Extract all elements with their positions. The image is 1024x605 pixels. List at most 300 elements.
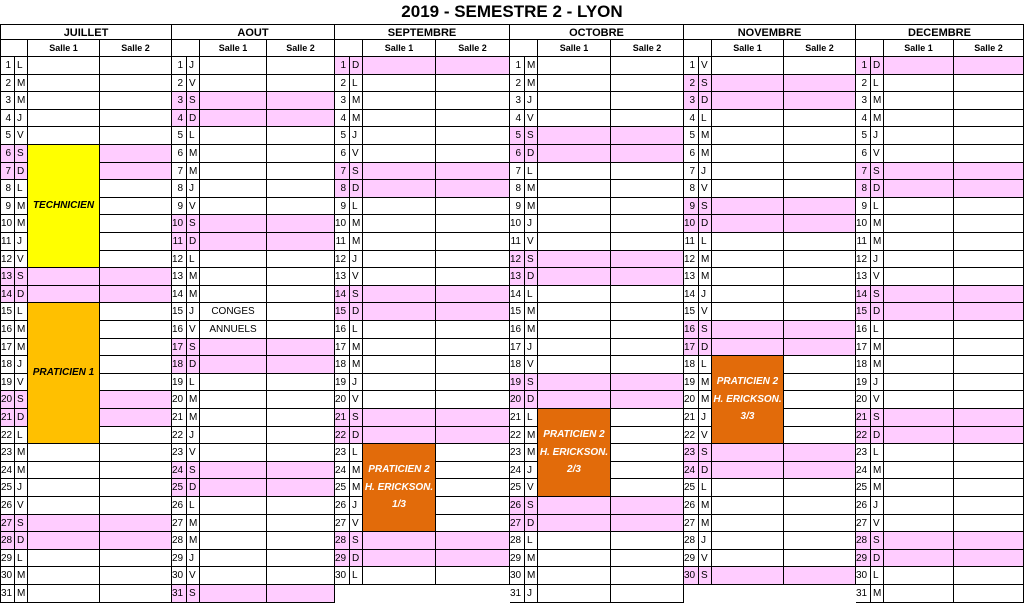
slot-salle-2[interactable] bbox=[611, 233, 684, 251]
slot-salle-2[interactable] bbox=[100, 268, 172, 286]
slot-salle-2[interactable] bbox=[954, 479, 1024, 497]
slot-salle-1[interactable] bbox=[884, 198, 954, 216]
slot-salle-1[interactable] bbox=[884, 57, 954, 75]
slot-salle-1[interactable] bbox=[200, 198, 267, 216]
slot-salle-2[interactable] bbox=[611, 268, 684, 286]
slot-salle-2[interactable] bbox=[611, 251, 684, 269]
slot-salle-1[interactable] bbox=[200, 585, 267, 603]
slot-salle-1[interactable] bbox=[363, 391, 436, 409]
slot-salle-1[interactable] bbox=[538, 268, 611, 286]
slot-salle-2[interactable] bbox=[100, 180, 172, 198]
slot-salle-1[interactable] bbox=[28, 585, 100, 603]
slot-salle-2[interactable] bbox=[784, 339, 856, 357]
slot-salle-2[interactable] bbox=[436, 303, 510, 321]
slot-salle-2[interactable] bbox=[784, 479, 856, 497]
slot-salle-2[interactable] bbox=[784, 57, 856, 75]
slot-salle-2[interactable] bbox=[784, 268, 856, 286]
slot-salle-2[interactable] bbox=[784, 427, 856, 445]
slot-salle-2[interactable] bbox=[784, 110, 856, 128]
slot-salle-1[interactable] bbox=[884, 180, 954, 198]
slot-salle-2[interactable] bbox=[100, 374, 172, 392]
slot-salle-1[interactable] bbox=[884, 145, 954, 163]
slot-salle-1[interactable] bbox=[363, 427, 436, 445]
slot-salle-1[interactable] bbox=[712, 339, 784, 357]
slot-salle-1[interactable] bbox=[884, 427, 954, 445]
slot-salle-2[interactable] bbox=[100, 409, 172, 427]
slot-salle-1[interactable] bbox=[200, 180, 267, 198]
slot-salle-2[interactable] bbox=[267, 286, 335, 304]
slot-salle-1[interactable] bbox=[712, 479, 784, 497]
slot-salle-2[interactable] bbox=[954, 251, 1024, 269]
slot-salle-2[interactable] bbox=[611, 479, 684, 497]
slot-salle-2[interactable] bbox=[784, 198, 856, 216]
slot-salle-2[interactable] bbox=[267, 550, 335, 568]
slot-salle-2[interactable] bbox=[611, 374, 684, 392]
slot-salle-2[interactable] bbox=[611, 321, 684, 339]
slot-salle-2[interactable] bbox=[100, 339, 172, 357]
slot-salle-2[interactable] bbox=[784, 251, 856, 269]
slot-salle-2[interactable] bbox=[436, 550, 510, 568]
slot-salle-2[interactable] bbox=[954, 427, 1024, 445]
slot-salle-1[interactable] bbox=[712, 75, 784, 93]
slot-salle-1[interactable] bbox=[538, 57, 611, 75]
slot-salle-2[interactable] bbox=[100, 391, 172, 409]
slot-salle-2[interactable] bbox=[267, 427, 335, 445]
slot-salle-1[interactable] bbox=[884, 268, 954, 286]
slot-salle-1[interactable] bbox=[200, 163, 267, 181]
slot-salle-1[interactable] bbox=[200, 110, 267, 128]
event-block[interactable] bbox=[200, 303, 267, 338]
slot-salle-2[interactable] bbox=[954, 57, 1024, 75]
slot-salle-2[interactable] bbox=[954, 233, 1024, 251]
slot-salle-1[interactable] bbox=[538, 356, 611, 374]
slot-salle-2[interactable] bbox=[784, 321, 856, 339]
slot-salle-2[interactable] bbox=[611, 57, 684, 75]
slot-salle-1[interactable] bbox=[538, 585, 611, 603]
slot-salle-1[interactable] bbox=[538, 515, 611, 533]
slot-salle-1[interactable] bbox=[363, 532, 436, 550]
slot-salle-2[interactable] bbox=[784, 286, 856, 304]
slot-salle-2[interactable] bbox=[436, 567, 510, 585]
slot-salle-2[interactable] bbox=[100, 585, 172, 603]
slot-salle-1[interactable] bbox=[712, 163, 784, 181]
slot-salle-1[interactable] bbox=[884, 303, 954, 321]
slot-salle-1[interactable] bbox=[712, 497, 784, 515]
slot-salle-2[interactable] bbox=[436, 462, 510, 480]
slot-salle-2[interactable] bbox=[100, 127, 172, 145]
slot-salle-2[interactable] bbox=[436, 515, 510, 533]
slot-salle-2[interactable] bbox=[954, 532, 1024, 550]
slot-salle-2[interactable] bbox=[611, 92, 684, 110]
slot-salle-2[interactable] bbox=[611, 163, 684, 181]
slot-salle-1[interactable] bbox=[28, 497, 100, 515]
slot-salle-1[interactable] bbox=[28, 550, 100, 568]
slot-salle-1[interactable] bbox=[884, 409, 954, 427]
slot-salle-2[interactable] bbox=[267, 268, 335, 286]
slot-salle-2[interactable] bbox=[100, 57, 172, 75]
slot-salle-1[interactable] bbox=[884, 75, 954, 93]
slot-salle-1[interactable] bbox=[538, 198, 611, 216]
slot-salle-1[interactable] bbox=[363, 374, 436, 392]
slot-salle-2[interactable] bbox=[436, 127, 510, 145]
slot-salle-1[interactable] bbox=[28, 462, 100, 480]
slot-salle-1[interactable] bbox=[200, 57, 267, 75]
slot-salle-2[interactable] bbox=[954, 585, 1024, 603]
slot-salle-1[interactable] bbox=[538, 233, 611, 251]
slot-salle-1[interactable] bbox=[884, 585, 954, 603]
slot-salle-1[interactable] bbox=[538, 110, 611, 128]
slot-salle-2[interactable] bbox=[954, 145, 1024, 163]
slot-salle-2[interactable] bbox=[954, 92, 1024, 110]
slot-salle-1[interactable] bbox=[200, 233, 267, 251]
slot-salle-1[interactable] bbox=[363, 75, 436, 93]
slot-salle-1[interactable] bbox=[363, 215, 436, 233]
slot-salle-2[interactable] bbox=[784, 462, 856, 480]
slot-salle-1[interactable] bbox=[200, 92, 267, 110]
slot-salle-1[interactable] bbox=[200, 356, 267, 374]
slot-salle-2[interactable] bbox=[267, 321, 335, 339]
slot-salle-1[interactable] bbox=[712, 444, 784, 462]
slot-salle-2[interactable] bbox=[267, 145, 335, 163]
slot-salle-1[interactable] bbox=[538, 75, 611, 93]
slot-salle-2[interactable] bbox=[267, 515, 335, 533]
slot-salle-1[interactable] bbox=[200, 532, 267, 550]
slot-salle-2[interactable] bbox=[954, 444, 1024, 462]
slot-salle-2[interactable] bbox=[100, 550, 172, 568]
slot-salle-2[interactable] bbox=[100, 567, 172, 585]
slot-salle-2[interactable] bbox=[611, 198, 684, 216]
slot-salle-2[interactable] bbox=[100, 532, 172, 550]
slot-salle-2[interactable] bbox=[954, 567, 1024, 585]
slot-salle-2[interactable] bbox=[100, 479, 172, 497]
slot-salle-2[interactable] bbox=[100, 462, 172, 480]
slot-salle-1[interactable] bbox=[28, 268, 100, 286]
slot-salle-2[interactable] bbox=[100, 145, 172, 163]
slot-salle-1[interactable] bbox=[884, 110, 954, 128]
slot-salle-1[interactable] bbox=[712, 532, 784, 550]
slot-salle-1[interactable] bbox=[538, 286, 611, 304]
slot-salle-1[interactable] bbox=[884, 567, 954, 585]
slot-salle-1[interactable] bbox=[712, 198, 784, 216]
slot-salle-1[interactable] bbox=[712, 303, 784, 321]
slot-salle-2[interactable] bbox=[611, 567, 684, 585]
slot-salle-2[interactable] bbox=[267, 356, 335, 374]
slot-salle-2[interactable] bbox=[611, 585, 684, 603]
slot-salle-1[interactable] bbox=[538, 251, 611, 269]
slot-salle-2[interactable] bbox=[611, 409, 684, 427]
slot-salle-1[interactable] bbox=[200, 75, 267, 93]
slot-salle-2[interactable] bbox=[611, 75, 684, 93]
slot-salle-1[interactable] bbox=[884, 462, 954, 480]
slot-salle-2[interactable] bbox=[436, 356, 510, 374]
slot-salle-2[interactable] bbox=[436, 427, 510, 445]
slot-salle-2[interactable] bbox=[611, 427, 684, 445]
slot-salle-2[interactable] bbox=[784, 163, 856, 181]
slot-salle-1[interactable] bbox=[28, 515, 100, 533]
slot-salle-1[interactable] bbox=[884, 391, 954, 409]
slot-salle-1[interactable] bbox=[884, 515, 954, 533]
slot-salle-2[interactable] bbox=[100, 444, 172, 462]
slot-salle-2[interactable] bbox=[436, 374, 510, 392]
slot-salle-1[interactable] bbox=[538, 391, 611, 409]
slot-salle-2[interactable] bbox=[436, 286, 510, 304]
slot-salle-1[interactable] bbox=[28, 444, 100, 462]
slot-salle-1[interactable] bbox=[538, 567, 611, 585]
slot-salle-1[interactable] bbox=[200, 427, 267, 445]
slot-salle-2[interactable] bbox=[436, 145, 510, 163]
slot-salle-2[interactable] bbox=[611, 356, 684, 374]
slot-salle-1[interactable] bbox=[200, 251, 267, 269]
event-block[interactable] bbox=[538, 409, 611, 497]
slot-salle-1[interactable] bbox=[200, 374, 267, 392]
slot-salle-1[interactable] bbox=[200, 462, 267, 480]
slot-salle-2[interactable] bbox=[267, 110, 335, 128]
slot-salle-1[interactable] bbox=[363, 286, 436, 304]
slot-salle-2[interactable] bbox=[267, 585, 335, 603]
slot-salle-2[interactable] bbox=[267, 215, 335, 233]
slot-salle-2[interactable] bbox=[954, 356, 1024, 374]
slot-salle-2[interactable] bbox=[267, 180, 335, 198]
slot-salle-1[interactable] bbox=[28, 110, 100, 128]
slot-salle-2[interactable] bbox=[436, 251, 510, 269]
slot-salle-1[interactable] bbox=[200, 145, 267, 163]
slot-salle-1[interactable] bbox=[200, 127, 267, 145]
slot-salle-2[interactable] bbox=[100, 356, 172, 374]
slot-salle-1[interactable] bbox=[200, 497, 267, 515]
slot-salle-2[interactable] bbox=[611, 303, 684, 321]
slot-salle-2[interactable] bbox=[267, 233, 335, 251]
slot-salle-2[interactable] bbox=[100, 427, 172, 445]
slot-salle-2[interactable] bbox=[611, 339, 684, 357]
slot-salle-2[interactable] bbox=[611, 550, 684, 568]
slot-salle-2[interactable] bbox=[784, 532, 856, 550]
slot-salle-2[interactable] bbox=[611, 127, 684, 145]
slot-salle-2[interactable] bbox=[784, 356, 856, 374]
slot-salle-1[interactable] bbox=[363, 356, 436, 374]
slot-salle-2[interactable] bbox=[100, 92, 172, 110]
slot-salle-2[interactable] bbox=[436, 497, 510, 515]
slot-salle-1[interactable] bbox=[28, 127, 100, 145]
slot-salle-2[interactable] bbox=[267, 479, 335, 497]
slot-salle-2[interactable] bbox=[436, 215, 510, 233]
slot-salle-1[interactable] bbox=[28, 57, 100, 75]
slot-salle-2[interactable] bbox=[784, 92, 856, 110]
slot-salle-2[interactable] bbox=[100, 75, 172, 93]
slot-salle-2[interactable] bbox=[436, 339, 510, 357]
slot-salle-2[interactable] bbox=[611, 215, 684, 233]
slot-salle-2[interactable] bbox=[100, 515, 172, 533]
slot-salle-2[interactable] bbox=[100, 251, 172, 269]
slot-salle-2[interactable] bbox=[436, 268, 510, 286]
slot-salle-2[interactable] bbox=[784, 515, 856, 533]
slot-salle-1[interactable] bbox=[712, 251, 784, 269]
slot-salle-1[interactable] bbox=[200, 479, 267, 497]
slot-salle-2[interactable] bbox=[611, 145, 684, 163]
slot-salle-2[interactable] bbox=[436, 233, 510, 251]
slot-salle-1[interactable] bbox=[884, 356, 954, 374]
slot-salle-1[interactable] bbox=[884, 163, 954, 181]
slot-salle-2[interactable] bbox=[267, 567, 335, 585]
slot-salle-1[interactable] bbox=[712, 515, 784, 533]
slot-salle-2[interactable] bbox=[100, 110, 172, 128]
slot-salle-2[interactable] bbox=[784, 409, 856, 427]
slot-salle-2[interactable] bbox=[954, 321, 1024, 339]
slot-salle-2[interactable] bbox=[784, 391, 856, 409]
slot-salle-1[interactable] bbox=[28, 75, 100, 93]
slot-salle-1[interactable] bbox=[363, 57, 436, 75]
slot-salle-1[interactable] bbox=[28, 479, 100, 497]
slot-salle-2[interactable] bbox=[954, 286, 1024, 304]
slot-salle-2[interactable] bbox=[436, 110, 510, 128]
slot-salle-2[interactable] bbox=[267, 409, 335, 427]
slot-salle-2[interactable] bbox=[784, 444, 856, 462]
slot-salle-1[interactable] bbox=[200, 215, 267, 233]
slot-salle-1[interactable] bbox=[363, 92, 436, 110]
slot-salle-1[interactable] bbox=[884, 251, 954, 269]
slot-salle-1[interactable] bbox=[363, 233, 436, 251]
slot-salle-1[interactable] bbox=[28, 567, 100, 585]
slot-salle-2[interactable] bbox=[784, 215, 856, 233]
slot-salle-2[interactable] bbox=[611, 497, 684, 515]
slot-salle-1[interactable] bbox=[884, 374, 954, 392]
slot-salle-1[interactable] bbox=[712, 462, 784, 480]
slot-salle-2[interactable] bbox=[436, 180, 510, 198]
slot-salle-2[interactable] bbox=[611, 462, 684, 480]
slot-salle-2[interactable] bbox=[100, 497, 172, 515]
slot-salle-1[interactable] bbox=[712, 321, 784, 339]
slot-salle-1[interactable] bbox=[363, 567, 436, 585]
slot-salle-1[interactable] bbox=[712, 215, 784, 233]
slot-salle-2[interactable] bbox=[267, 303, 335, 321]
slot-salle-2[interactable] bbox=[100, 233, 172, 251]
slot-salle-2[interactable] bbox=[100, 303, 172, 321]
slot-salle-2[interactable] bbox=[267, 339, 335, 357]
slot-salle-1[interactable] bbox=[363, 409, 436, 427]
slot-salle-2[interactable] bbox=[100, 198, 172, 216]
slot-salle-1[interactable] bbox=[884, 497, 954, 515]
slot-salle-1[interactable] bbox=[538, 550, 611, 568]
slot-salle-1[interactable] bbox=[712, 233, 784, 251]
slot-salle-2[interactable] bbox=[954, 409, 1024, 427]
slot-salle-2[interactable] bbox=[784, 550, 856, 568]
slot-salle-1[interactable] bbox=[538, 180, 611, 198]
slot-salle-2[interactable] bbox=[611, 532, 684, 550]
slot-salle-1[interactable] bbox=[712, 180, 784, 198]
slot-salle-2[interactable] bbox=[267, 198, 335, 216]
slot-salle-2[interactable] bbox=[267, 497, 335, 515]
slot-salle-1[interactable] bbox=[363, 339, 436, 357]
slot-salle-2[interactable] bbox=[267, 163, 335, 181]
slot-salle-1[interactable] bbox=[884, 444, 954, 462]
slot-salle-2[interactable] bbox=[436, 391, 510, 409]
slot-salle-2[interactable] bbox=[954, 215, 1024, 233]
slot-salle-1[interactable] bbox=[538, 497, 611, 515]
slot-salle-2[interactable] bbox=[436, 321, 510, 339]
slot-salle-2[interactable] bbox=[436, 163, 510, 181]
slot-salle-2[interactable] bbox=[436, 444, 510, 462]
slot-salle-1[interactable] bbox=[884, 321, 954, 339]
slot-salle-1[interactable] bbox=[363, 550, 436, 568]
slot-salle-1[interactable] bbox=[200, 567, 267, 585]
slot-salle-2[interactable] bbox=[784, 567, 856, 585]
slot-salle-1[interactable] bbox=[884, 215, 954, 233]
slot-salle-2[interactable] bbox=[267, 462, 335, 480]
slot-salle-1[interactable] bbox=[200, 515, 267, 533]
slot-salle-1[interactable] bbox=[363, 163, 436, 181]
slot-salle-2[interactable] bbox=[784, 303, 856, 321]
slot-salle-2[interactable] bbox=[436, 75, 510, 93]
slot-salle-2[interactable] bbox=[436, 479, 510, 497]
slot-salle-1[interactable] bbox=[538, 532, 611, 550]
slot-salle-2[interactable] bbox=[267, 57, 335, 75]
slot-salle-2[interactable] bbox=[954, 198, 1024, 216]
slot-salle-1[interactable] bbox=[363, 321, 436, 339]
event-block[interactable] bbox=[363, 444, 436, 532]
slot-salle-1[interactable] bbox=[712, 127, 784, 145]
slot-salle-1[interactable] bbox=[884, 550, 954, 568]
slot-salle-2[interactable] bbox=[954, 303, 1024, 321]
slot-salle-1[interactable] bbox=[884, 233, 954, 251]
slot-salle-1[interactable] bbox=[538, 303, 611, 321]
slot-salle-1[interactable] bbox=[884, 127, 954, 145]
slot-salle-1[interactable] bbox=[363, 127, 436, 145]
slot-salle-1[interactable] bbox=[200, 339, 267, 357]
slot-salle-2[interactable] bbox=[954, 180, 1024, 198]
slot-salle-2[interactable] bbox=[954, 163, 1024, 181]
slot-salle-1[interactable] bbox=[200, 286, 267, 304]
slot-salle-1[interactable] bbox=[884, 92, 954, 110]
slot-salle-1[interactable] bbox=[363, 251, 436, 269]
slot-salle-1[interactable] bbox=[538, 374, 611, 392]
slot-salle-1[interactable] bbox=[712, 145, 784, 163]
slot-salle-1[interactable] bbox=[363, 198, 436, 216]
slot-salle-2[interactable] bbox=[267, 92, 335, 110]
slot-salle-2[interactable] bbox=[784, 75, 856, 93]
slot-salle-2[interactable] bbox=[611, 515, 684, 533]
slot-salle-1[interactable] bbox=[884, 532, 954, 550]
slot-salle-2[interactable] bbox=[954, 110, 1024, 128]
slot-salle-2[interactable] bbox=[100, 321, 172, 339]
slot-salle-1[interactable] bbox=[538, 92, 611, 110]
slot-salle-2[interactable] bbox=[784, 145, 856, 163]
slot-salle-2[interactable] bbox=[954, 75, 1024, 93]
event-block[interactable] bbox=[28, 303, 100, 444]
slot-salle-2[interactable] bbox=[611, 391, 684, 409]
slot-salle-2[interactable] bbox=[611, 110, 684, 128]
slot-salle-1[interactable] bbox=[538, 127, 611, 145]
slot-salle-1[interactable] bbox=[712, 550, 784, 568]
slot-salle-2[interactable] bbox=[267, 391, 335, 409]
slot-salle-2[interactable] bbox=[100, 286, 172, 304]
slot-salle-2[interactable] bbox=[267, 75, 335, 93]
event-block[interactable] bbox=[712, 356, 784, 444]
slot-salle-2[interactable] bbox=[436, 92, 510, 110]
slot-salle-1[interactable] bbox=[712, 92, 784, 110]
slot-salle-1[interactable] bbox=[200, 550, 267, 568]
slot-salle-2[interactable] bbox=[267, 374, 335, 392]
slot-salle-2[interactable] bbox=[436, 532, 510, 550]
slot-salle-2[interactable] bbox=[267, 251, 335, 269]
slot-salle-2[interactable] bbox=[954, 268, 1024, 286]
slot-salle-1[interactable] bbox=[712, 268, 784, 286]
slot-salle-1[interactable] bbox=[363, 180, 436, 198]
slot-salle-2[interactable] bbox=[100, 163, 172, 181]
slot-salle-1[interactable] bbox=[712, 110, 784, 128]
slot-salle-2[interactable] bbox=[267, 127, 335, 145]
slot-salle-1[interactable] bbox=[884, 339, 954, 357]
slot-salle-1[interactable] bbox=[200, 391, 267, 409]
slot-salle-1[interactable] bbox=[884, 286, 954, 304]
